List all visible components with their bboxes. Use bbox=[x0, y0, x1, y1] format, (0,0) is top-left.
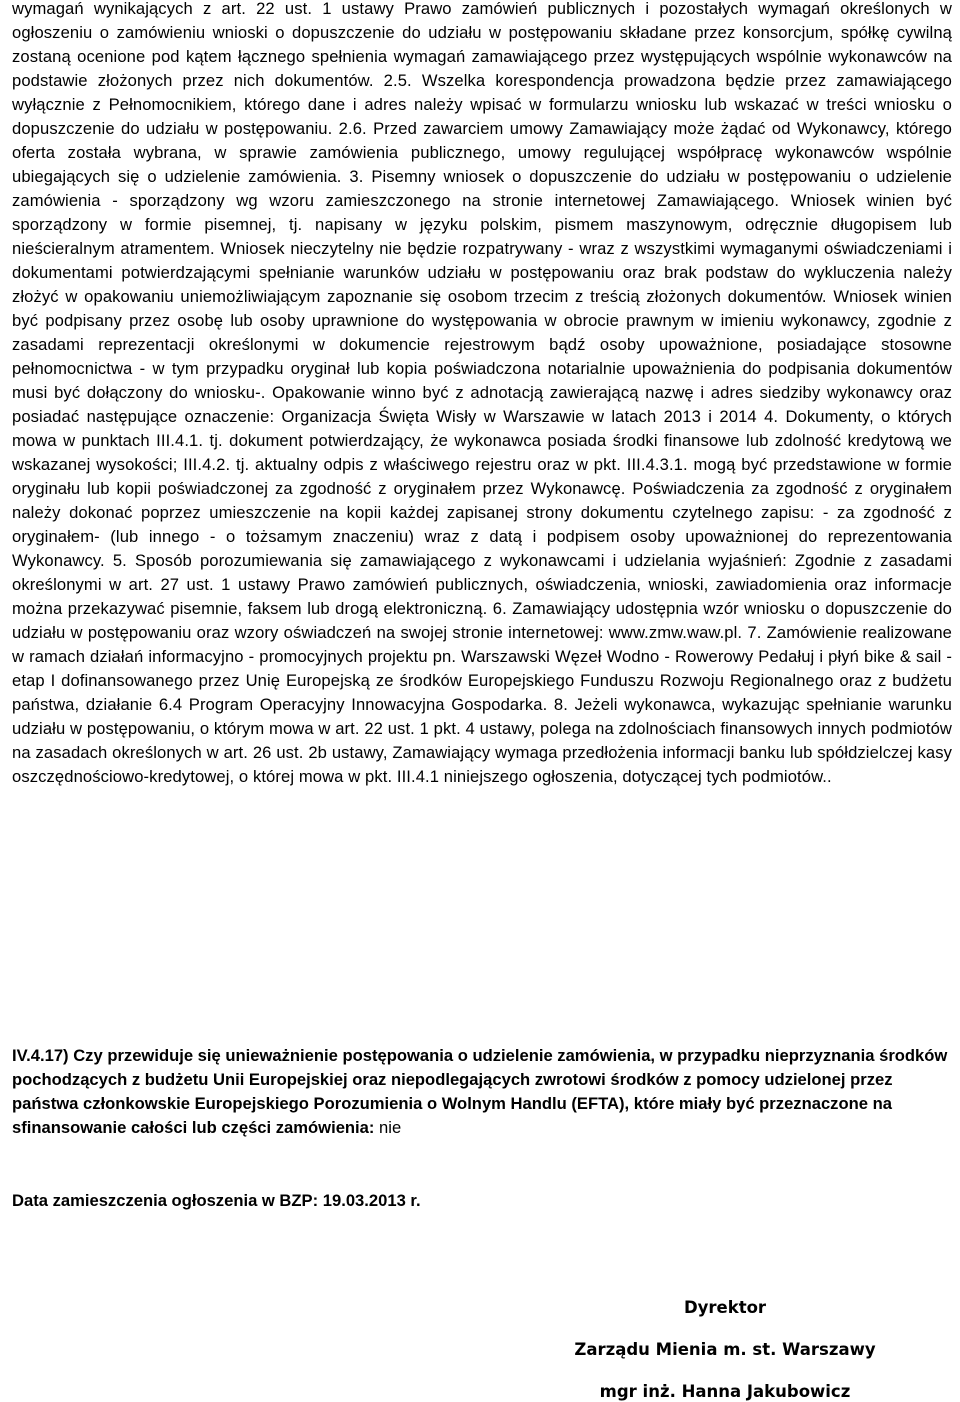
signature-block bbox=[560, 1295, 890, 1402]
signature-organization: Zarządu Mienia m. st. Warszawy bbox=[574, 1340, 876, 1359]
body-paragraph: wymagań wynikających z art. 22 ust. 1 ustawy Prawo zamówień publicznych i pozostałych wymagań określonych w ogłoszeniu o zamówieniu wnioski o dopuszczenie do udziału w postępowaniu składane przez konsorcjum, spółkę cywilną zostaną ocenione pod kątem łącznego spełnienia wymagań zamawiającego przez występujących wspólnie wykonawców na podstawie złożonych przez nich dokumentów. 2.5. Wszelka korespondencja prowadzona będzie przez zamawiającego wyłącznie z Pełnomocnikiem, którego dane i adres należy wpisać w formularzu wniosku lub wskazać w treści wniosku o dopuszczenie do udziału w postępowaniu. 2.6. Przed zawarciem umowy Zamawiający może żądać od Wykonawcy, którego oferta została wybrana, w sprawie zamówienia publicznego, umowy regulującej współpracę wykonawców wspólnie ubiegających się o udzielenie zamówienia. 3. Pisemny wniosek o dopuszczenie do udziału w postępowaniu o udzielenie zamówienia - sporządzony wg wzoru zamieszczonego na stronie internetowej Zamawiającego. Wniosek winien być sporządzony w formie pisemnej, tj. napisany w języku polskim, pismem maszynowym, odręcznie długopisem lub nieścieralnym atramentem. Wniosek nieczytelny nie będzie rozpatrywany - wraz z wszystkimi wymaganymi oświadczeniami i dokumentami potwierdzającymi spełnianie warunków udziału w postępowaniu oraz brak podstaw do wykluczenia należy złożyć w opakowaniu uniemożliwiającym zapoznanie się osobom trzecim z treścią złożonych dokumentów. Wniosek winien być podpisany przez osobę lub osoby uprawnione do występowania w obrocie prawnym w imieniu wykonawcy, zgodnie z zasadami reprezentacji określonymi w dokumencie rejestrowym bądź osoby upoważnione, posiadające stosowne pełnomocnictwa - w tym przypadku oryginał lub kopia poświadczona notarialnie upoważnienia do podpisania dokumentów musi być dołączony do wniosku-. Opakowanie winno być z adnotacją zawierającą nazwę i adres siedziby wykonawcy oraz posiadać następujące oznaczenie: Organizacja Święta Wisły w Warszawie w latach 2013 i 2014 4. Dokumenty, o których mowa w punktach III.4.1. tj. dokument potwierdzający, że wykonawca posiada środki finansowe lub zdolność kredytową we wskazanej wysokości; III.4.2. tj. aktualny odpis z właściwego rejestru oraz w pkt. III.4.3.1. mogą być przedstawione w formie oryginału lub kopii poświadczonej za zgodność z oryginałem przez Wykonawcę. Poświadczenia za zgodność z oryginałem należy dokonać poprzez umieszczenie na kopii każdej zapisanej strony dokumentu czytelnego zapisu: - za zgodność z oryginałem- (lub innego - o tożsamym znaczeniu) wraz z datą i podpisem osoby upoważnionej do reprezentowania Wykonawcy. 5. Sposób porozumiewania się zamawiającego z wykonawcami i udzielania wyjaśnień: Zgodnie z zasadami określonymi w art. 27 ust. 1 ustawy Prawo zamówień publicznych, oświadczenia, wnioski, zawiadomienia oraz informacje można przekazywać pisemnie, faksem lub drogą elektroniczną. 6. Zamawiający udostępnia wzór wniosku o dopuszczenie do udziału w postępowaniu oraz wzory oświadczeń na swojej stronie internetowej: www.zmw.waw.pl. 7. Zamówienie realizowane w ramach działań informacyjno - promocyjnych projektu pn. Warszawski Węzeł Wodno - Rowerowy Pedałuj i płyń bike & sail - etap I dofinansowanego przez Unię Europejską ze środków Europejskiego Funduszu Rozwoju Regionalnego oraz z budżetu państwa, działanie 6.4 Program Operacyjny Innowacyjna Gospodarka. 8. Jeżeli wykonawca, wykazując spełnianie warunku udziału w postępowaniu, o którym mowa w art. 22 ust. 1 pkt. 4 ustawy, polega na zdolnościach finansowych innych podmiotów na zasadach określonych w art. 26 ust. 2b ustawy, Zamawiający wymaga przedłożenia informacji banku lub spółdzielczej kasy oszczędnościowo-kredytowej, o której mowa w pkt. III.4.1 niniejszego ogłoszenia, dotyczącej tych podmiotów.. bbox=[12, 0, 952, 786]
section-iv-4-17 bbox=[12, 1044, 952, 1140]
publication-date: Data zamieszczenia ogłoszenia w BZP: 19.03.2013 r. bbox=[12, 1191, 421, 1210]
section-iv-4-17-answer: nie bbox=[379, 1118, 402, 1137]
signature-name: mgr inż. Hanna Jakubowicz bbox=[599, 1382, 851, 1401]
signature-role: Dyrektor bbox=[683, 1298, 767, 1317]
section-iv-4-17-question: IV.4.17) Czy przewiduje się unieważnienie postępowania o udzielenie zamówienia, w przypadku nieprzyznania środków pochodzących z budżetu Unii Europejskiej oraz niepodlegających zwrotowi środków z pomocy udzielonej przez państwa członkowskie Europejskiego Porozumienia o Wolnym Handlu (EFTA), które miały być przeznaczone na sfinansowanie całości lub części zamówienia: bbox=[12, 1046, 948, 1137]
